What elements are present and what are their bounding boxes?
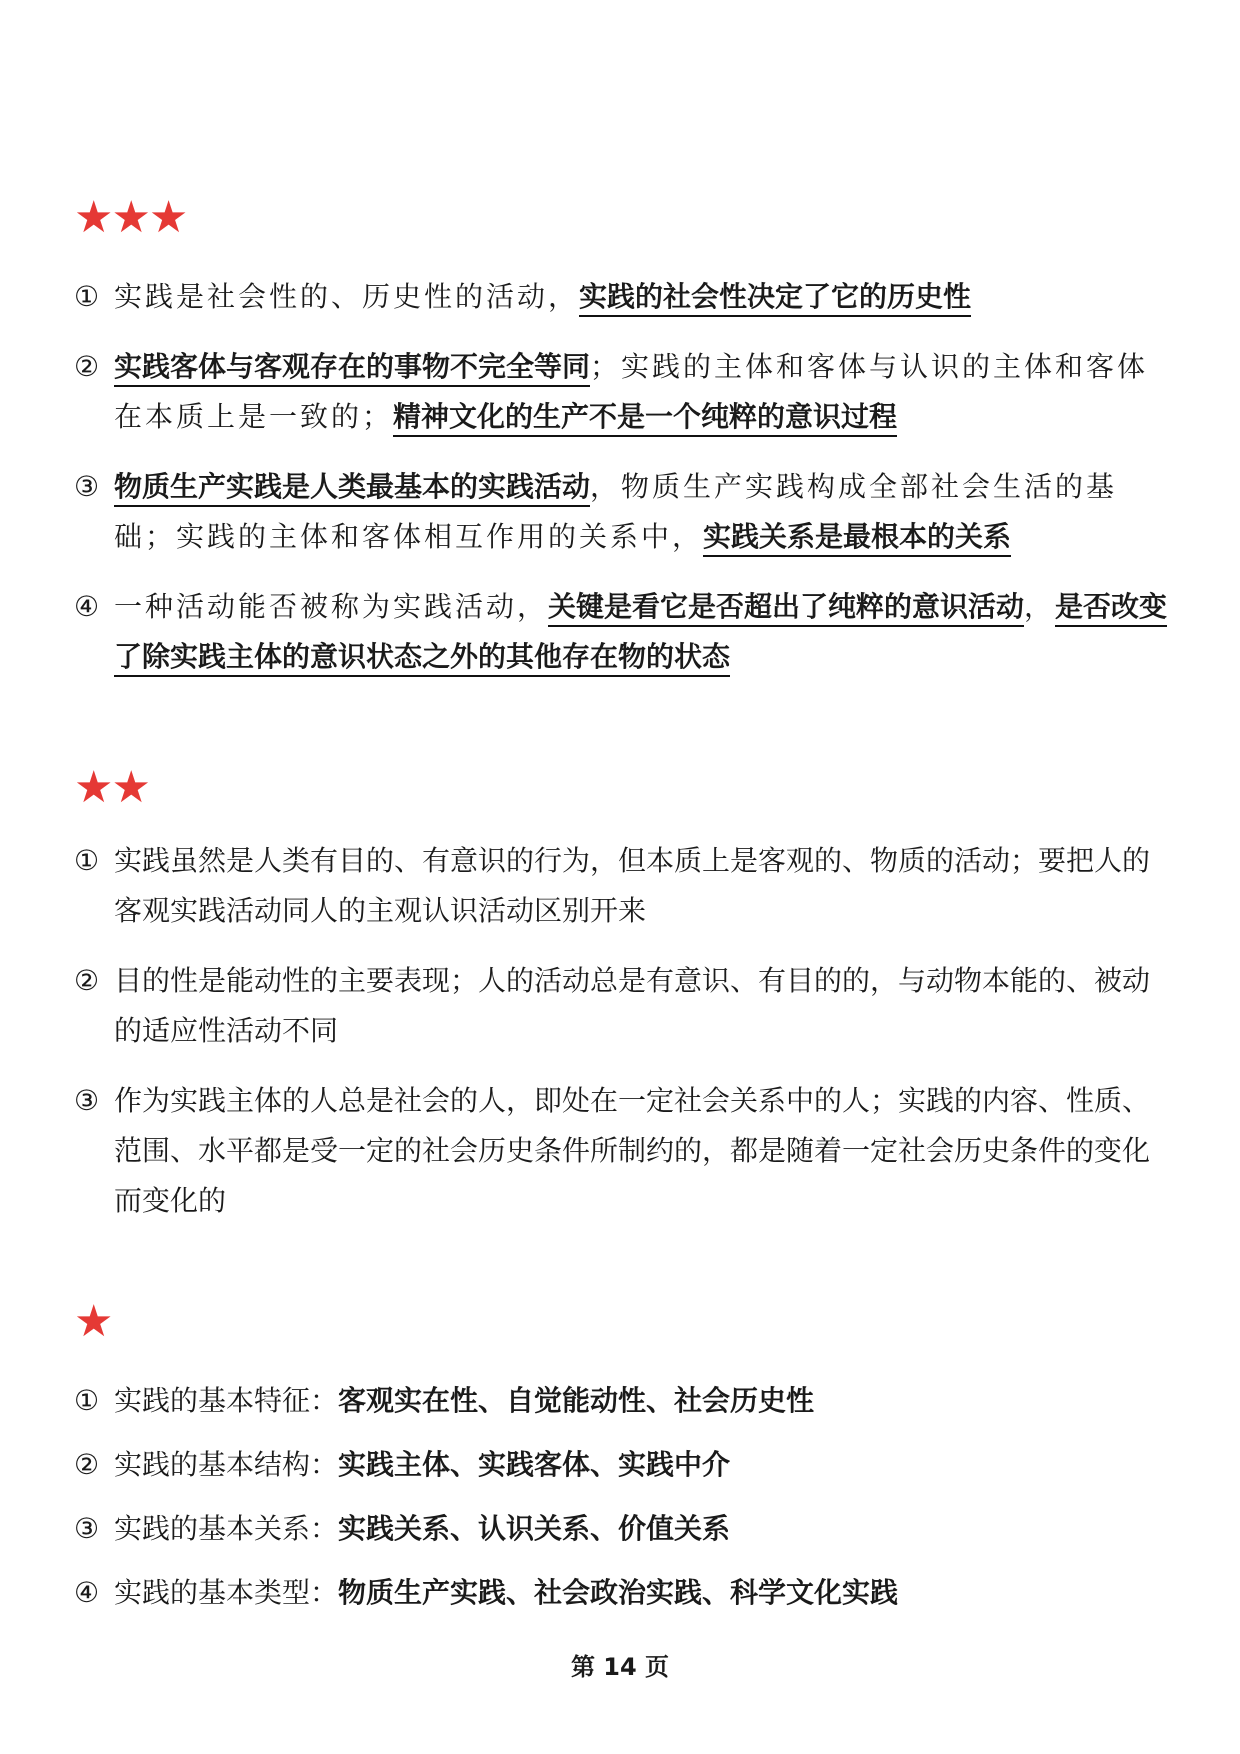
list-item <box>74 1568 1174 1618</box>
item-text: 目的性是能动性的主要表现；人的活动总是有意识、有目的的，与动物本能的、被动的适应性活动不同 <box>114 964 1151 1047</box>
key-point: 实践客体与客观存在的事物不完全等同 <box>114 350 590 387</box>
item-label: 实践的基本结构： <box>114 1448 339 1481</box>
item-text <box>114 462 1174 562</box>
item-label: 实践的基本特征： <box>114 1384 339 1417</box>
item-text <box>114 342 1174 442</box>
key-point: 实践的社会性决定了它的历史性 <box>579 280 971 317</box>
key-point: 精神文化的生产不是一个纯粹的意识过程 <box>393 400 897 437</box>
item-number: ③ <box>74 1084 100 1117</box>
three-star-icon: ★★★ <box>74 192 187 243</box>
item-number: ① <box>74 844 100 877</box>
key-point: 实践关系是最根本的关系 <box>703 520 1011 557</box>
item-number: ③ <box>74 470 100 503</box>
section-two-stars-list <box>74 836 1174 1226</box>
item-label: 实践的基本类型： <box>114 1576 339 1609</box>
list-item <box>74 1440 1174 1490</box>
item-text <box>114 1440 1174 1490</box>
section-one-star-list <box>74 1376 1174 1618</box>
item-text <box>114 582 1174 682</box>
two-star-icon: ★★ <box>74 762 149 813</box>
item-number: ② <box>74 1448 100 1481</box>
list-item <box>74 342 1174 442</box>
item-number: ③ <box>74 1512 100 1545</box>
item-number: ④ <box>74 1576 100 1609</box>
item-text: 作为实践主体的人总是社会的人，即处在一定社会关系中的人；实践的内容、性质、范围、水平都是受一定的社会历史条件所制约的，都是随着一定社会历史条件的变化而变化的 <box>114 1084 1151 1217</box>
item-text: 实践虽然是人类有目的、有意识的行为，但本质上是客观的、物质的活动；要把人的客观实践活动同人的主观认识活动区别开来 <box>114 844 1151 927</box>
item-text-part: 一种活动能否被称为实践活动， <box>114 590 549 623</box>
key-point: 是否改变了除实践主体的意识状态之外的其他存在物的状态 <box>114 590 1167 677</box>
item-text-part: 实践是社会性的、历史性的活动， <box>114 280 580 313</box>
item-text <box>114 1504 1174 1554</box>
item-label: 实践的基本关系： <box>114 1512 339 1545</box>
one-star-icon: ★ <box>74 1296 112 1347</box>
section-three-stars-list <box>74 272 1174 682</box>
section-two-stars <box>74 762 1174 1246</box>
item-value: 客观实在性、自觉能动性、社会历史性 <box>338 1384 815 1417</box>
item-number: ④ <box>74 590 100 623</box>
list-item <box>74 582 1174 682</box>
item-text <box>114 1376 1174 1426</box>
item-value: 实践主体、实践客体、实践中介 <box>338 1448 731 1481</box>
item-text-part: ，物质生产实践构成全部社会生活的基础；实践的主体和客体相互作用的关系中， <box>114 470 1118 553</box>
key-point: 物质生产实践是人类最基本的实践活动 <box>114 470 590 507</box>
list-item <box>74 956 1174 1056</box>
page-number: 第 14 页 <box>570 1653 670 1681</box>
item-text <box>114 272 1174 322</box>
key-point: 关键是看它是否超出了纯粹的意识活动 <box>548 590 1024 627</box>
item-number: ② <box>74 964 100 997</box>
item-text-part: ， <box>1024 590 1056 623</box>
item-value: 实践关系、认识关系、价值关系 <box>338 1512 731 1545</box>
section-three-stars <box>74 192 1174 702</box>
item-value: 物质生产实践、社会政治实践、科学文化实践 <box>338 1576 899 1609</box>
list-item <box>74 1076 1174 1226</box>
section-one-star <box>74 1296 1174 1632</box>
list-item <box>74 1504 1174 1554</box>
item-number: ① <box>74 280 100 313</box>
item-text <box>114 1568 1174 1618</box>
item-number: ② <box>74 350 100 383</box>
list-item <box>74 836 1174 936</box>
list-item <box>74 1376 1174 1426</box>
item-text-part: ；实践的主体和客体与认识的主体和客体在本质上是一致的； <box>114 350 1149 433</box>
item-number: ① <box>74 1384 100 1417</box>
list-item <box>74 272 1174 322</box>
list-item <box>74 462 1174 562</box>
